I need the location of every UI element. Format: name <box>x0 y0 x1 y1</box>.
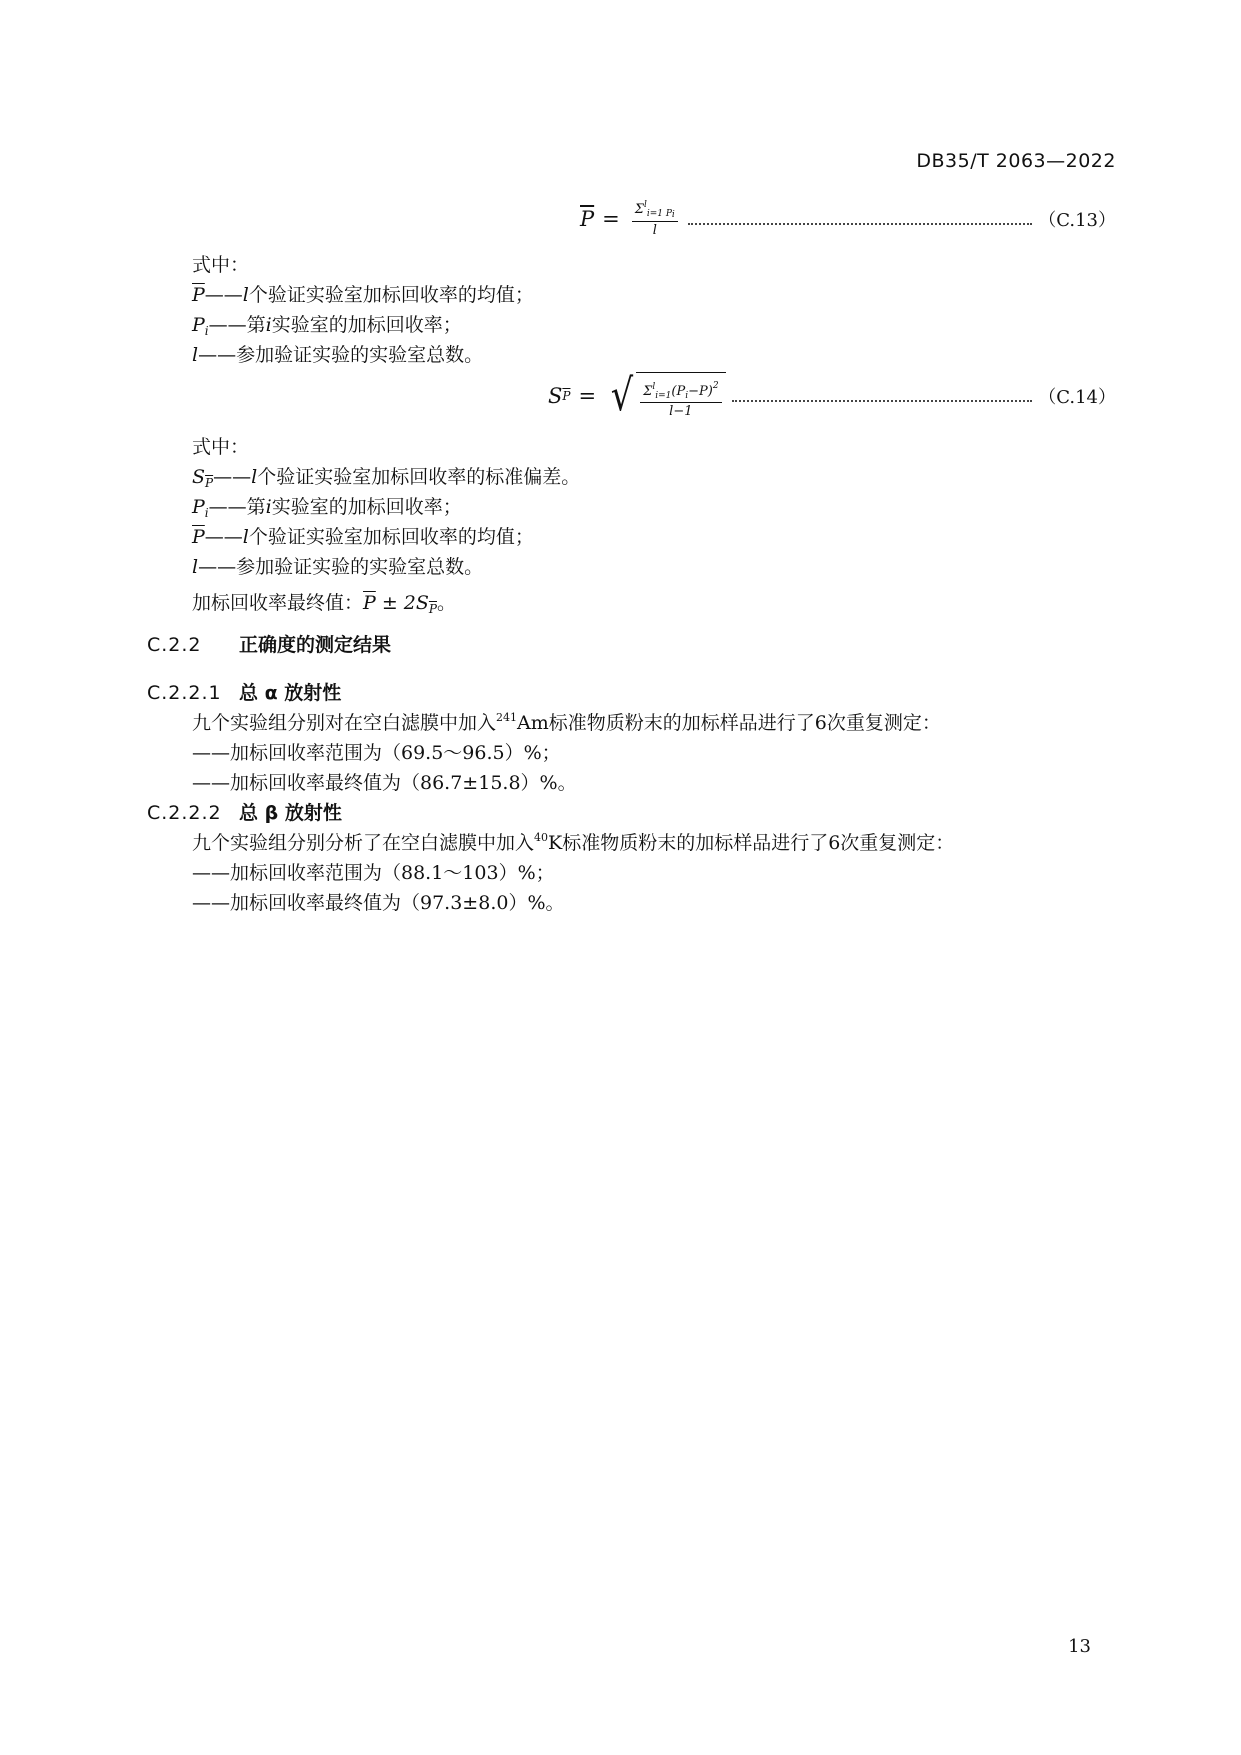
equation-c14 <box>150 368 1116 424</box>
definition-p-i-2: $P_i——$第i实验室的加标回收率； <box>192 496 462 520</box>
list-item-alpha-final: ——加标回收率最终值为（86.7±15.8）%。 <box>192 772 577 794</box>
definition-l: l——参加验证实验的实验室总数。 <box>192 344 484 366</box>
list-item-beta-range: ——加标回收率范围为（88.1～103）%； <box>192 862 555 884</box>
equation-c13-number: （C.13） <box>1038 210 1116 231</box>
equation-c13-formula: $\overline{P}$ = $\frac{\Sigma^l_{i=1 Pi}}{l}$ <box>580 200 682 238</box>
equation-c14-formula: S $\overline{P}$ = √ $\frac{\Sigma^l_{i=1}(P_i-P)^2}{l-1}$ <box>548 368 726 424</box>
definition-p-mean: $\overline{P}——l$个验证实验室加标回收率的均值； <box>192 284 534 306</box>
equation-c14-number: （C.14） <box>1038 387 1116 408</box>
page-number: 13 <box>1068 1636 1091 1657</box>
definition-l-2: l——参加验证实验的实验室总数。 <box>192 556 484 578</box>
section-heading-c222: C.2.2 正确度的测定结果 <box>147 634 392 656</box>
section-heading-c2222: C.2.2.2 总 β 放射性 <box>147 802 342 824</box>
final-value-formula: 加标回收率最终值：$\overline{P} \pm 2S_{\overline{P}}$。 <box>192 592 457 616</box>
equation-c13-fraction: $\frac{\Sigma^l_{i=1 Pi}}{l}$ <box>632 200 678 238</box>
paragraph-beta-intro: 九个实验组分别分析了在空白滤膜中加入$^{40}$K标准物质粉末的加标样品进行了6次重复测定： <box>192 831 955 854</box>
definition-p-mean-2: $\overline{P}——l$个验证实验室加标回收率的均值； <box>192 526 534 548</box>
list-item-alpha-range: ——加标回收率范围为（69.5～96.5）%； <box>192 742 561 764</box>
leader-dots <box>688 221 1032 225</box>
where-label-1: 式中： <box>192 254 250 276</box>
paragraph-alpha-intro: 九个实验组分别对在空白滤膜中加入$^{241}$Am标准物质粉末的加标样品进行了6次重复测定： <box>192 711 941 734</box>
definition-p-i: $P_i——$第i实验室的加标回收率； <box>192 314 462 338</box>
list-item-beta-final: ——加标回收率最终值为（97.3±8.0）%。 <box>192 892 565 914</box>
equation-c13 <box>150 200 1116 238</box>
document-id: DB35/T 2063—2022 <box>916 150 1116 172</box>
section-heading-c2221: C.2.2.1 总 α 放射性 <box>147 682 342 704</box>
leader-dots <box>732 398 1033 402</box>
definition-s-p: $S_{\overline{P}}——l$个验证实验室加标回收率的标准偏差。 <box>192 466 581 490</box>
square-root: √ $\frac{\Sigma^l_{i=1}(P_i-P)^2}{l-1}$ <box>608 368 725 424</box>
where-label-2: 式中： <box>192 436 250 458</box>
